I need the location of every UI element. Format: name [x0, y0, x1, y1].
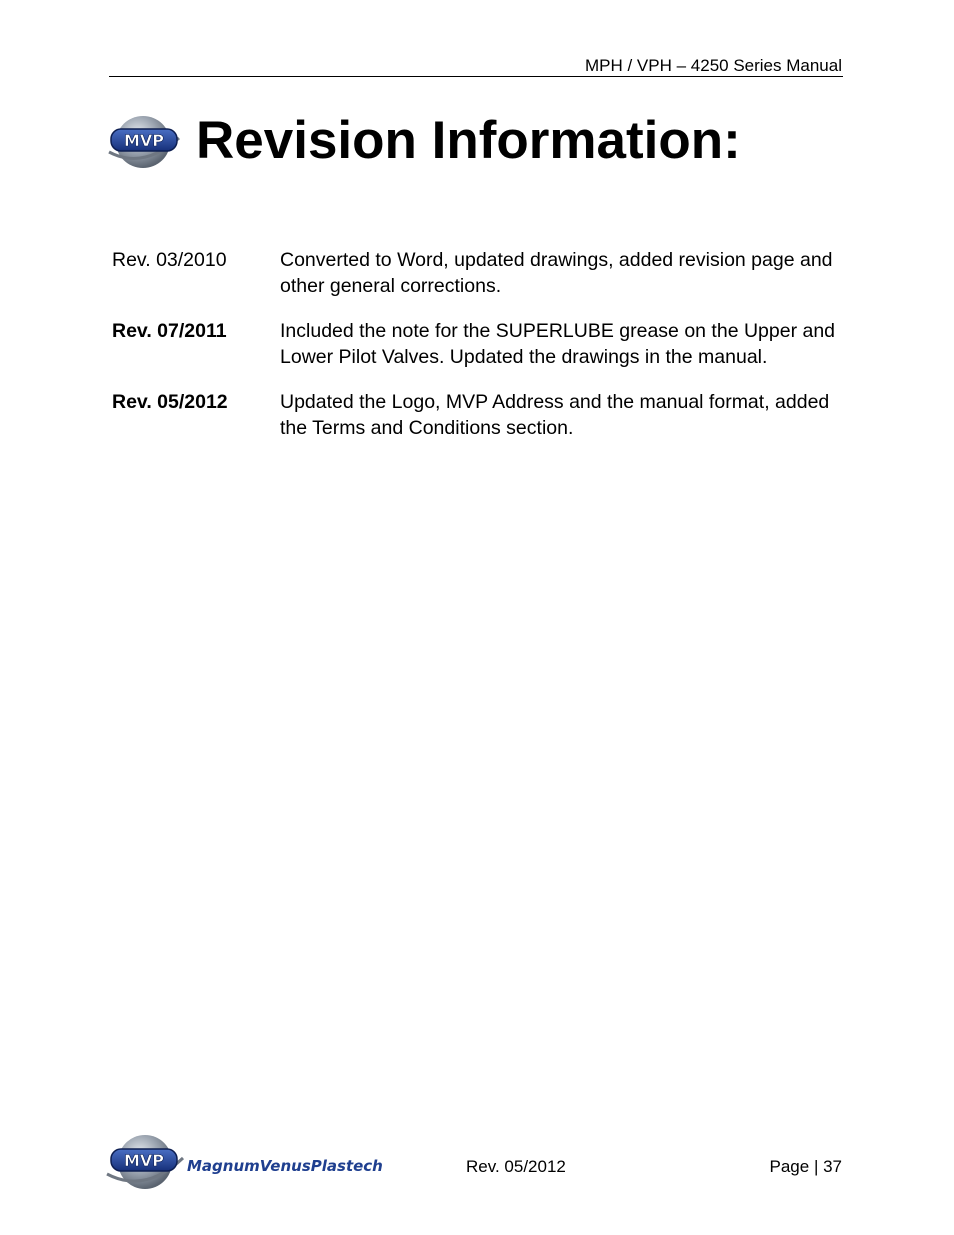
logo-badge-text: MVP [123, 131, 165, 150]
footer-revision: Rev. 05/2012 [466, 1157, 566, 1176]
revision-entry [112, 248, 852, 299]
revision-description: Included the note for the SUPERLUBE grease on the Upper and Lower Pilot Valves. Updated the drawings in the manual. [280, 320, 836, 368]
revision-date: Rev. 05/2012 [112, 391, 228, 413]
page-title: Revision Information: [196, 111, 741, 170]
svg-text:MagnumVenusPlastech [187, 1157, 383, 1175]
footer-logo-badge-text: MVP [123, 1151, 165, 1170]
revision-list [112, 248, 852, 461]
revision-date: Rev. 03/2010 [112, 249, 227, 271]
brand-name-venus: Venus [259, 1157, 311, 1175]
brand-name-plastech: Plastech [310, 1157, 383, 1175]
magnum-venus-plastech-logo-icon [105, 1132, 390, 1192]
footer-page-number: Page | 37 [769, 1157, 842, 1176]
revision-entry [112, 390, 852, 441]
mvp-logo-icon [105, 112, 183, 170]
running-header: MPH / VPH – 4250 Series Manual [584, 56, 842, 75]
header-divider [109, 76, 843, 77]
revision-date: Rev. 07/2011 [112, 320, 227, 342]
revision-description: Converted to Word, updated drawings, added revision page and other general corrections. [280, 249, 833, 297]
revision-description: Updated the Logo, MVP Address and the manual format, added the Terms and Conditions section. [280, 391, 830, 439]
revision-entry [112, 319, 852, 370]
brand-name-magnum: Magnum [187, 1157, 260, 1175]
